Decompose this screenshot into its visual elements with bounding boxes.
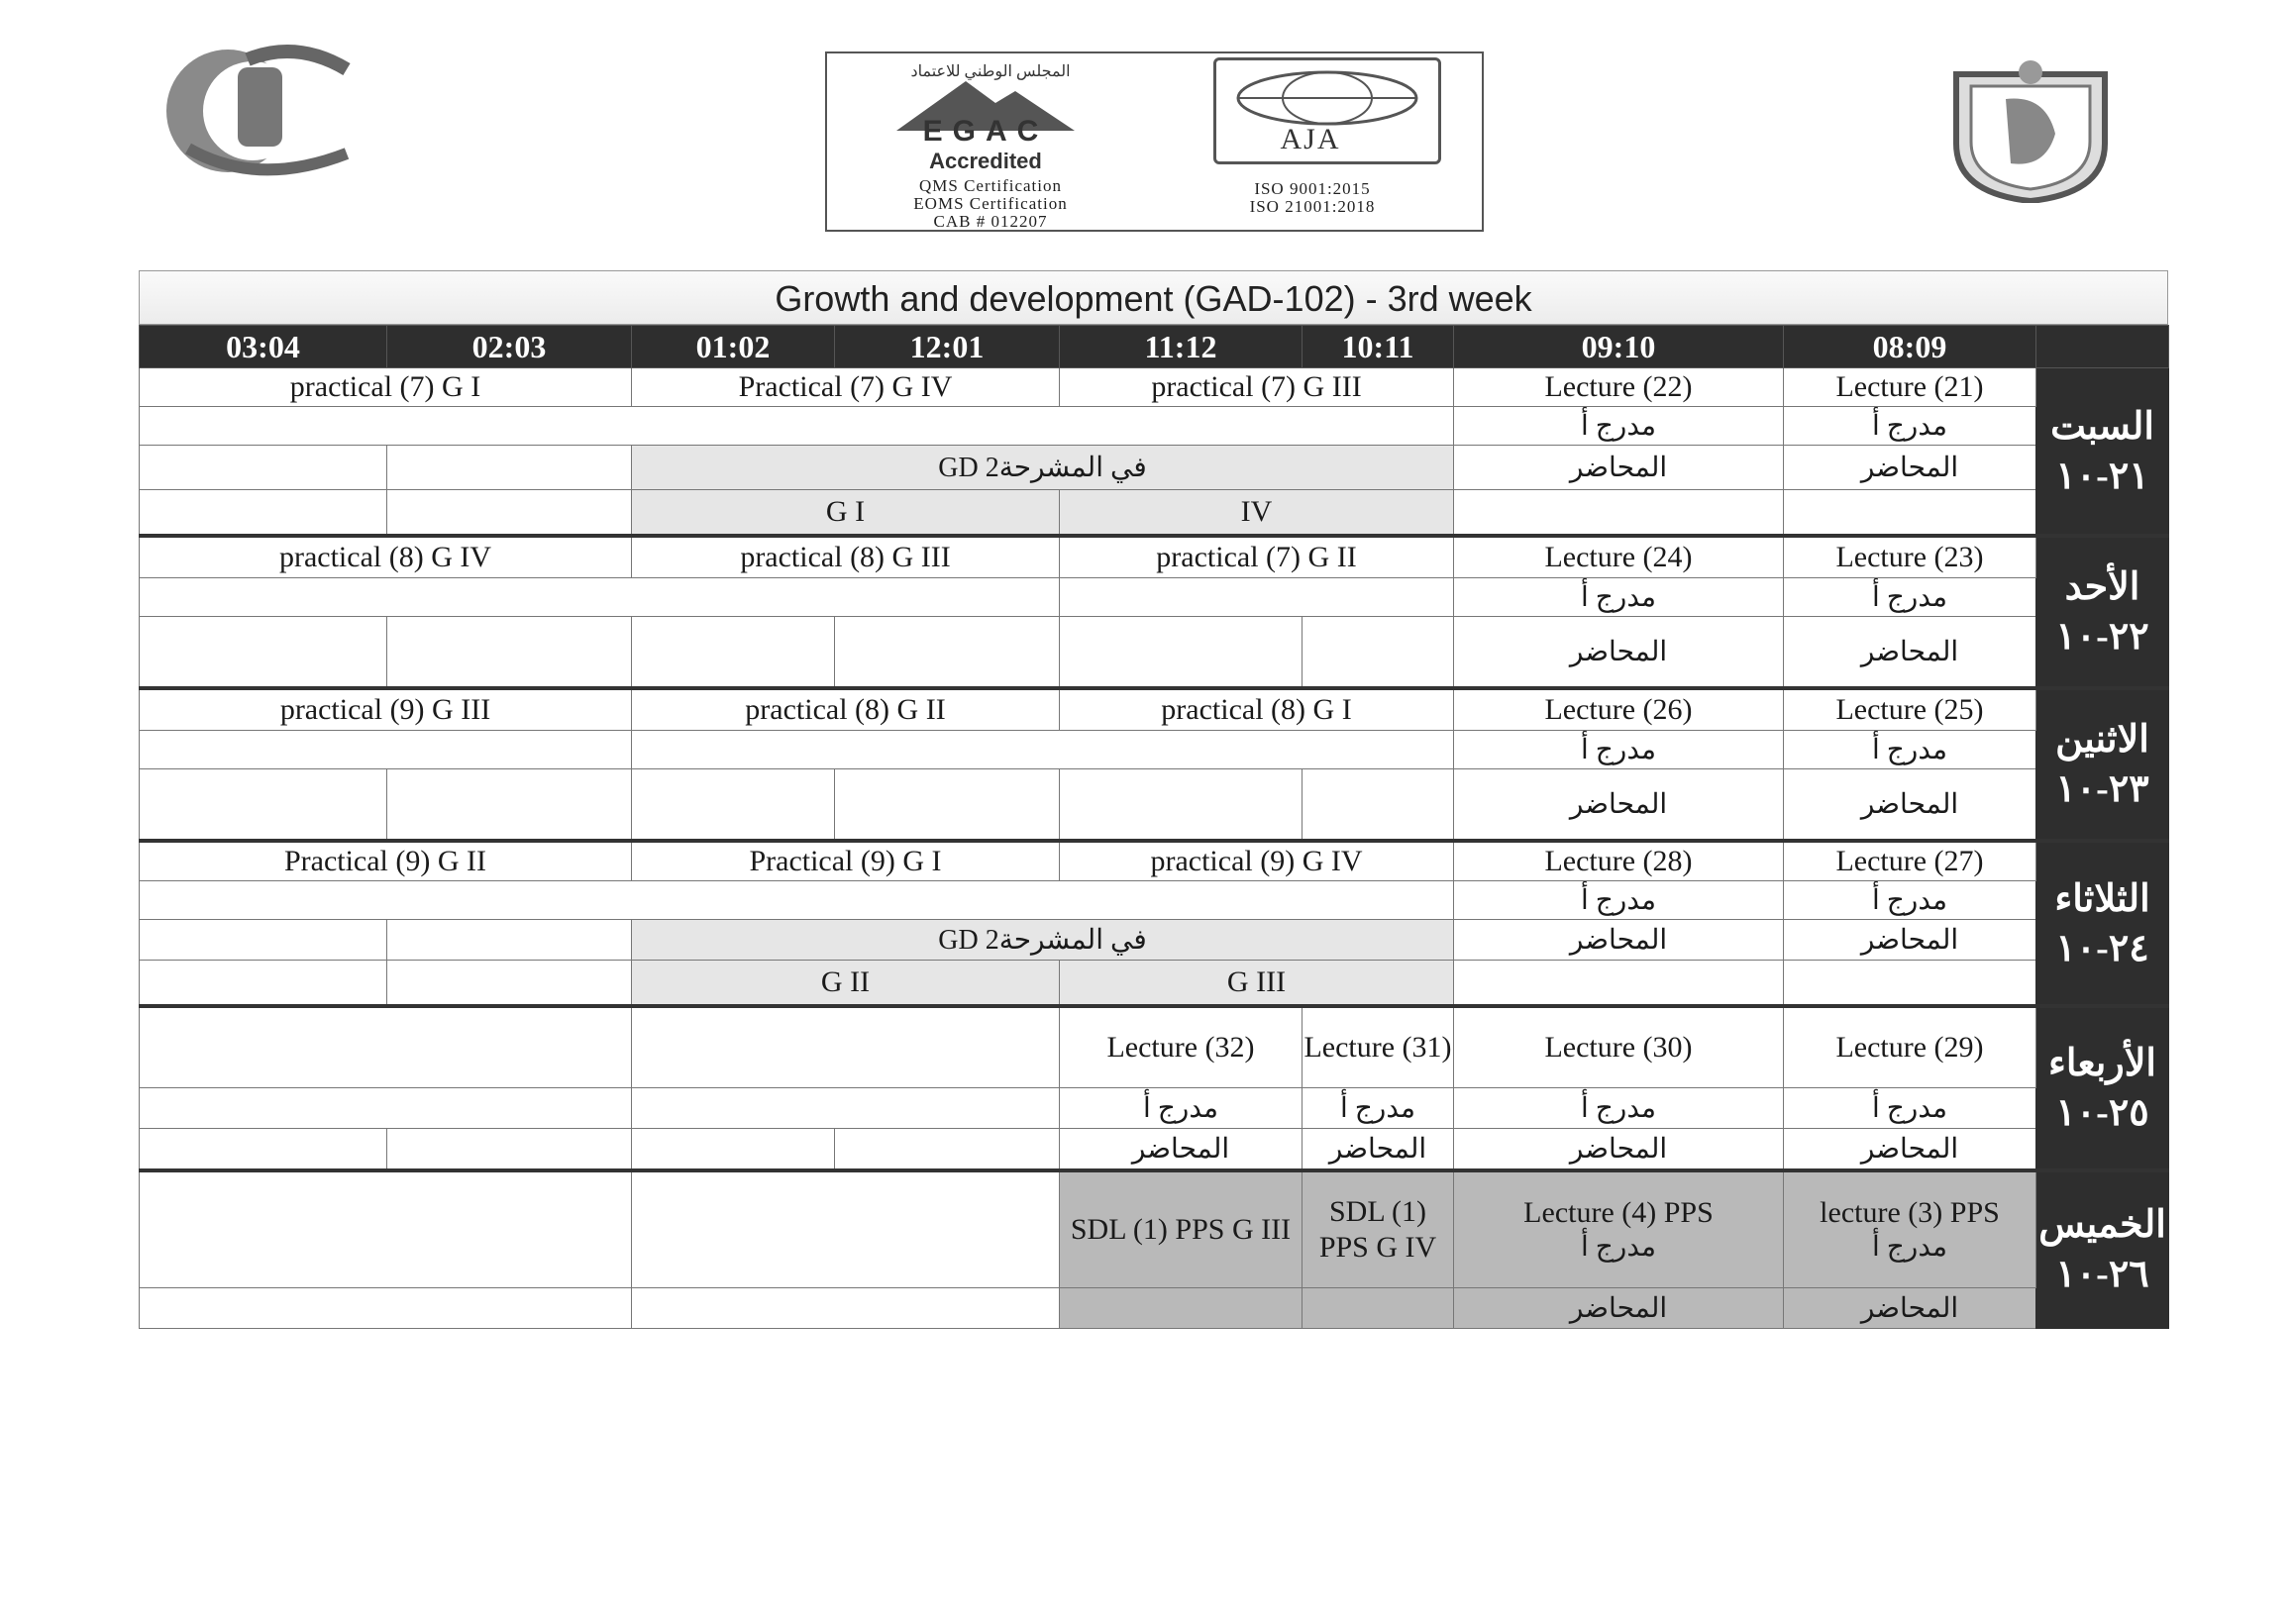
sdl-cell: SDL (1) PPS G IV (1303, 1170, 1454, 1287)
practical-cell: practical (8) G IV (140, 536, 632, 578)
hall-cell: مدرج أ (1454, 578, 1784, 617)
table-row (140, 961, 2169, 1007)
lecturer-cell: المحاضر (1454, 920, 1784, 961)
empty-cell (140, 490, 387, 537)
empty-cell (1060, 769, 1303, 842)
hall-cell: مدرج أ (1454, 1088, 1784, 1129)
lecture-cell: Lecture (31) (1303, 1006, 1454, 1088)
lecturer-cell: المحاضر (1784, 446, 2036, 490)
egac-line: EOMS Certification (913, 194, 1068, 213)
day-cell (2036, 841, 2169, 1006)
day-date: ٢٢-١٠ (2055, 616, 2149, 658)
empty-cell (387, 446, 632, 490)
empty-cell (140, 578, 1060, 617)
faculty-logo (149, 40, 371, 178)
lecture-cell: Lecture (30) (1454, 1006, 1784, 1088)
hall-cell: مدرج أ (1454, 731, 1784, 769)
lecturer-cell: المحاضر (1454, 1129, 1784, 1171)
empty-cell (632, 617, 835, 689)
empty-cell (1454, 490, 1784, 537)
empty-cell (632, 1170, 1060, 1287)
lecture-cell (1784, 1170, 2036, 1287)
hall-label: مدرج أ (1871, 1231, 1948, 1263)
table-row (140, 1170, 2169, 1287)
empty-cell (387, 617, 632, 689)
empty-cell (1784, 961, 2036, 1007)
table-row (140, 1088, 2169, 1129)
table-row (140, 731, 2169, 769)
empty-cell (387, 1129, 632, 1171)
group-cell: G I (632, 490, 1060, 537)
lecture-cell: Lecture (28) (1454, 841, 1784, 881)
empty-cell (387, 490, 632, 537)
practical-cell: practical (8) G II (632, 688, 1060, 731)
empty-cell (387, 961, 632, 1007)
table-row (140, 1287, 2169, 1328)
day-cell (2036, 368, 2169, 537)
empty-cell (140, 1170, 632, 1287)
day-cell (2036, 688, 2169, 841)
time-header: 08:09 (1784, 326, 2036, 368)
empty-cell (140, 920, 387, 961)
time-header: 01:02 (632, 326, 835, 368)
aja-lines (1184, 180, 1441, 216)
egac-line: CAB # 012207 (933, 212, 1048, 231)
corner-cell (2036, 326, 2169, 368)
empty-cell (632, 731, 1454, 769)
empty-cell (1060, 1287, 1303, 1328)
university-seal (1936, 54, 2125, 203)
day-name: الخميس (2038, 1204, 2166, 1247)
day-date: ٢٣-١٠ (2055, 768, 2149, 810)
practical-cell: Practical (7) G IV (632, 368, 1060, 407)
table-row (140, 920, 2169, 961)
empty-cell (140, 769, 387, 842)
empty-cell (140, 1287, 632, 1328)
lecture-cell: Lecture (32) (1060, 1006, 1303, 1088)
practical-cell: practical (8) G III (632, 536, 1060, 578)
day-cell (2036, 1006, 2169, 1170)
aja-line: ISO 21001:2018 (1249, 197, 1376, 216)
lecture-cell: Lecture (25) (1784, 688, 2036, 731)
empty-cell (140, 1006, 632, 1088)
empty-cell (140, 1088, 632, 1129)
sdl-cell: SDL (1) PPS G III (1060, 1170, 1303, 1287)
certification-box (825, 51, 1484, 232)
practical-cell: Practical (9) G II (140, 841, 632, 881)
practical-cell: practical (8) G I (1060, 688, 1454, 731)
day-name: الثلاثاء (2054, 877, 2150, 920)
table-row (140, 1006, 2169, 1088)
lecture-title: Lecture (4) PPS (1523, 1195, 1714, 1229)
day-cell (2036, 536, 2169, 688)
aja-label: AJA (1280, 123, 1341, 155)
table-row (140, 490, 2169, 537)
lecturer-cell: المحاضر (1784, 769, 2036, 842)
time-header: 02:03 (387, 326, 632, 368)
table-row (140, 407, 2169, 446)
practical-cell: practical (7) G II (1060, 536, 1454, 578)
gd-hall-cell: في المشرحة2 GD (632, 920, 1454, 961)
lecturer-cell: المحاضر (1060, 1129, 1303, 1171)
empty-cell (140, 407, 1454, 446)
empty-cell (1060, 578, 1454, 617)
time-header: 09:10 (1454, 326, 1784, 368)
empty-cell (1784, 490, 2036, 537)
day-name: السبت (2050, 405, 2154, 448)
lecture-cell: Lecture (22) (1454, 368, 1784, 407)
time-header: 12:01 (835, 326, 1060, 368)
hall-cell: مدرج أ (1454, 407, 1784, 446)
aja-line: ISO 9001:2015 (1254, 179, 1371, 198)
lecturer-cell: المحاضر (1454, 769, 1784, 842)
table-row (140, 368, 2169, 407)
empty-cell (632, 1006, 1060, 1088)
day-cell (2036, 1170, 2169, 1328)
empty-cell (387, 769, 632, 842)
empty-cell (140, 617, 387, 689)
table-row (140, 446, 2169, 490)
hall-cell: مدرج أ (1060, 1088, 1303, 1129)
empty-cell (632, 1129, 835, 1171)
empty-cell (140, 731, 632, 769)
schedule-table (139, 325, 2169, 1329)
egac-accredited: Accredited (929, 149, 1042, 173)
hall-cell: مدرج أ (1784, 578, 2036, 617)
table-row (140, 841, 2169, 881)
day-date: ٢٦-١٠ (2055, 1254, 2149, 1296)
empty-cell (632, 769, 835, 842)
hall-cell: مدرج أ (1784, 407, 2036, 446)
day-date: ٢٥-١٠ (2055, 1092, 2149, 1134)
table-row (140, 769, 2169, 842)
hall-cell: مدرج أ (1454, 881, 1784, 920)
day-name: الاثنين (2055, 719, 2149, 761)
lecturer-cell: المحاضر (1784, 920, 2036, 961)
empty-cell (1303, 769, 1454, 842)
group-cell: G II (632, 961, 1060, 1007)
lecture-cell: Lecture (24) (1454, 536, 1784, 578)
egac-label: EGAC (922, 115, 1049, 148)
day-date: ٢٤-١٠ (2055, 927, 2149, 969)
hall-cell: مدرج أ (1784, 881, 2036, 920)
empty-cell (1060, 617, 1303, 689)
lecturer-cell: المحاضر (1303, 1129, 1454, 1171)
gd-hall-cell: في المشرحة2 GD (632, 446, 1454, 490)
globe-icon (1231, 66, 1424, 126)
empty-cell (835, 769, 1060, 842)
time-header: 11:12 (1060, 326, 1303, 368)
day-date: ٢١-١٠ (2055, 455, 2149, 497)
empty-cell (1303, 617, 1454, 689)
empty-cell (140, 881, 1454, 920)
practical-cell: Practical (9) G I (632, 841, 1060, 881)
table-row (140, 688, 2169, 731)
table-row (140, 617, 2169, 689)
empty-cell (835, 617, 1060, 689)
egac-lines (857, 177, 1124, 231)
hall-cell: مدرج أ (1784, 1088, 2036, 1129)
lecture-cell: Lecture (26) (1454, 688, 1784, 731)
table-row (140, 881, 2169, 920)
empty-cell (140, 446, 387, 490)
group-cell: IV (1060, 490, 1454, 537)
day-name: الأحد (2064, 566, 2140, 608)
lecturer-cell: المحاضر (1784, 617, 2036, 689)
practical-cell: practical (9) G IV (1060, 841, 1454, 881)
hall-cell: مدرج أ (1784, 731, 2036, 769)
lecture-cell: Lecture (21) (1784, 368, 2036, 407)
empty-cell (1303, 1287, 1454, 1328)
lecturer-cell: المحاضر (1784, 1287, 2036, 1328)
time-header: 03:04 (140, 326, 387, 368)
empty-cell (140, 961, 387, 1007)
practical-cell: practical (7) G III (1060, 368, 1454, 407)
table-row (140, 578, 2169, 617)
hall-cell: مدرج أ (1303, 1088, 1454, 1129)
practical-cell: practical (7) G I (140, 368, 632, 407)
lecturer-cell: المحاضر (1454, 1287, 1784, 1328)
hall-label: مدرج أ (1580, 1231, 1657, 1263)
lecture-cell: Lecture (27) (1784, 841, 2036, 881)
table-row (140, 536, 2169, 578)
page-title: Growth and development (GAD-102) - 3rd week (139, 270, 2168, 325)
practical-cell: practical (9) G III (140, 688, 632, 731)
empty-cell (387, 920, 632, 961)
lecturer-cell: المحاضر (1454, 617, 1784, 689)
group-cell: G III (1060, 961, 1454, 1007)
lecture-cell (1454, 1170, 1784, 1287)
lecturer-cell: المحاضر (1784, 1129, 2036, 1171)
time-header-row (140, 326, 2169, 368)
council-arabic-text: المجلس الوطني للاعتماد (910, 63, 1071, 80)
lecture-cell: Lecture (23) (1784, 536, 2036, 578)
empty-cell (632, 1088, 1060, 1129)
day-name: الأربعاء (2048, 1043, 2156, 1084)
time-header: 10:11 (1303, 326, 1454, 368)
lecturer-cell: المحاضر (1454, 446, 1784, 490)
table-row (140, 1129, 2169, 1171)
empty-cell (835, 1129, 1060, 1171)
lecture-cell: Lecture (29) (1784, 1006, 2036, 1088)
lecture-title: lecture (3) PPS (1820, 1195, 2000, 1229)
empty-cell (1454, 961, 1784, 1007)
egac-line: QMS Certification (918, 176, 1062, 195)
empty-cell (140, 1129, 387, 1171)
empty-cell (632, 1287, 1060, 1328)
